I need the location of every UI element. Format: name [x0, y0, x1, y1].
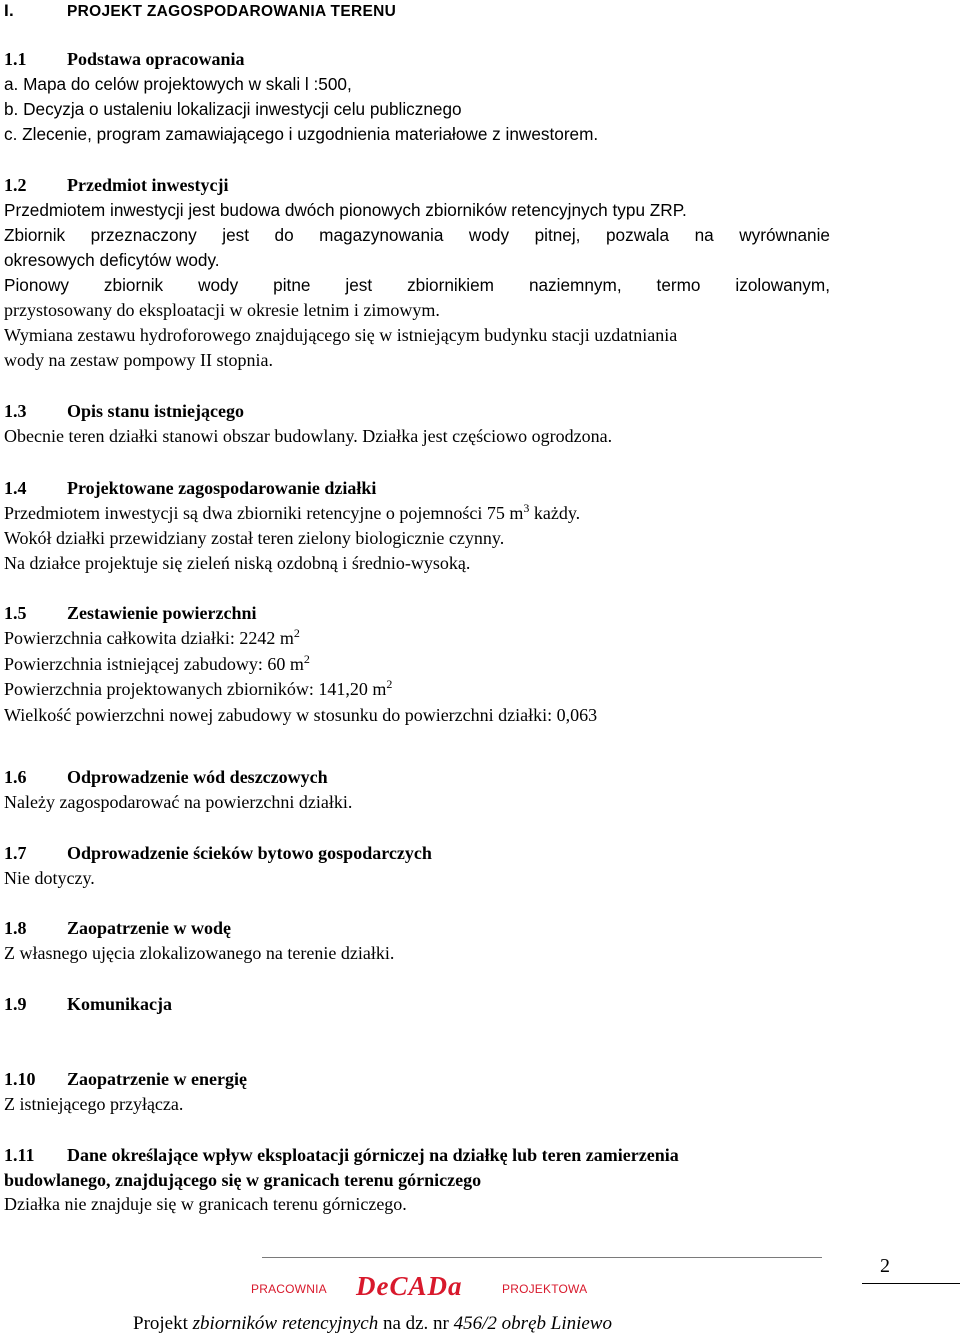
- text: Powierzchnia projektowanych zbiorników: 141,20 m: [4, 679, 387, 699]
- section-number: 1.11: [4, 1145, 35, 1165]
- section-1-10-heading: [4, 1067, 247, 1092]
- paragraph-line: Należy zagospodarować na powierzchni działki.: [4, 792, 353, 812]
- section-1-5-heading: [4, 601, 256, 626]
- section-1-3-heading: [4, 399, 244, 424]
- list-item: a. Mapa do celów projektowych w skali l :500,: [4, 74, 352, 94]
- paragraph-line: [4, 501, 580, 526]
- paragraph-line: Wokół działki przewidziany został teren zielony biologicznie czynny.: [4, 528, 505, 548]
- text: 456/2 obręb Liniewo: [453, 1313, 612, 1334]
- section-1-11-heading: [4, 1143, 679, 1168]
- section-1-4-heading: [4, 476, 376, 501]
- area-line: [4, 652, 310, 677]
- paragraph-line: wody na zestaw pompowy II stopnia.: [4, 350, 273, 370]
- section-number: 1.3: [4, 401, 27, 421]
- paragraph-line: Zbiornik przeznaczony jest do magazynowania wody pitnej, pozwala na wyrównanie: [4, 225, 830, 245]
- paragraph-line: Na działce projektuje się zieleń niską ozdobną i średnio-wysoką.: [4, 553, 471, 573]
- section-1-8-heading: [4, 916, 231, 941]
- text: Przedmiotem inwestycji są dwa zbiorniki retencyjne o pojemności 75 m: [4, 503, 524, 523]
- area-line: [4, 626, 300, 651]
- paragraph-line: przystosowany do eksploatacji w okresie letnim i zimowym.: [4, 300, 440, 320]
- section-number: 1.10: [4, 1069, 36, 1089]
- paragraph-line: Wymiana zestawu hydroforowego znajdującego się w istniejącym budynku stacji uzdatniania: [4, 325, 678, 345]
- superscript: 2: [293, 626, 300, 640]
- section-title: Zestawienie powierzchni: [67, 603, 257, 623]
- section-number: 1.9: [4, 994, 27, 1014]
- section-1-2-heading: [4, 173, 228, 198]
- firm-name-right: PROJEKTOWA: [502, 1282, 588, 1296]
- section-title: Zaopatrzenie w energię: [67, 1069, 247, 1089]
- section-title: Opis stanu istniejącego: [67, 401, 245, 421]
- text: każdy.: [529, 503, 581, 523]
- section-number: 1.5: [4, 603, 27, 623]
- paragraph-line: Przedmiotem inwestycji jest budowa dwóch pionowych zbiorników retencyjnych typu ZRP.: [4, 200, 687, 220]
- project-footer: [133, 1313, 612, 1335]
- section-title: Dane określające wpływ eksploatacji górniczej na działkę lub teren zamierzenia: [67, 1145, 679, 1165]
- paragraph-line: Pionowy zbiornik wody pitne jest zbiornikiem naziemnym, termo izolowanym,: [4, 275, 830, 295]
- firm-name-left: PRACOWNIA: [251, 1282, 327, 1296]
- section-1-9-heading: [4, 992, 172, 1017]
- section-number: 1.6: [4, 767, 27, 787]
- section-number: 1.7: [4, 843, 27, 863]
- title-number: I.: [4, 1, 15, 20]
- area-line: Wielkość powierzchni nowej zabudowy w stosunku do powierzchni działki: 0,063: [4, 705, 598, 725]
- title-text: PROJEKT ZAGOSPODAROWANIA TERENU: [67, 3, 397, 20]
- paragraph-line: okresowych deficytów wody.: [4, 250, 220, 270]
- paragraph-line: Nie dotyczy.: [4, 868, 95, 888]
- section-title: Komunikacja: [67, 994, 173, 1014]
- list-item: b. Decyzja o ustaleniu lokalizacji inwestycji celu publicznego: [4, 99, 462, 119]
- paragraph-line: Z istniejącego przyłącza.: [4, 1094, 184, 1114]
- area-line: [4, 677, 392, 702]
- section-title: Podstawa opracowania: [67, 49, 245, 69]
- section-number: 1.4: [4, 478, 27, 498]
- section-1-7-heading: [4, 841, 432, 866]
- footer-divider: [262, 1257, 822, 1258]
- text: Projekt: [133, 1313, 193, 1334]
- paragraph-line: Obecnie teren działki stanowi obszar budowlany. Działka jest częściowo ogrodzona.: [4, 426, 613, 446]
- list-item: c. Zlecenie, program zamawiającego i uzgodnienia materiałowe z inwestorem.: [4, 124, 599, 144]
- superscript: 2: [386, 677, 393, 691]
- firm-logo: DeCADa: [356, 1271, 463, 1301]
- section-1-1-heading: [4, 47, 245, 72]
- text: zbiorników retencyjnych: [192, 1313, 379, 1334]
- section-title: Przedmiot inwestycji: [67, 175, 229, 195]
- section-1-6-heading: [4, 765, 328, 790]
- section-number: 1.2: [4, 175, 27, 195]
- text: Powierzchnia całkowita działki: 2242 m: [4, 628, 294, 648]
- superscript: 3: [523, 501, 530, 515]
- page-number: 2: [880, 1255, 890, 1277]
- paragraph-line: Działka nie znajduje się w granicach terenu górniczego.: [4, 1194, 407, 1214]
- section-title-continued: budowlanego, znajdującego się w granicach terenu górniczego: [4, 1170, 482, 1190]
- section-title: Odprowadzenie wód deszczowych: [67, 767, 328, 787]
- section-number: 1.8: [4, 918, 27, 938]
- section-title: Zaopatrzenie w wodę: [67, 918, 231, 938]
- paragraph-line: Z własnego ujęcia zlokalizowanego na terenie działki.: [4, 943, 395, 963]
- document-title: [4, 1, 396, 21]
- section-title: Odprowadzenie ścieków bytowo gospodarczych: [67, 843, 432, 863]
- text: na dz. nr: [378, 1313, 454, 1334]
- section-number: 1.1: [4, 49, 27, 69]
- page-number-underline: [862, 1283, 960, 1284]
- section-title: Projektowane zagospodarowanie działki: [67, 478, 377, 498]
- text: Powierzchnia istniejącej zabudowy: 60 m: [4, 654, 304, 674]
- superscript: 2: [303, 652, 310, 666]
